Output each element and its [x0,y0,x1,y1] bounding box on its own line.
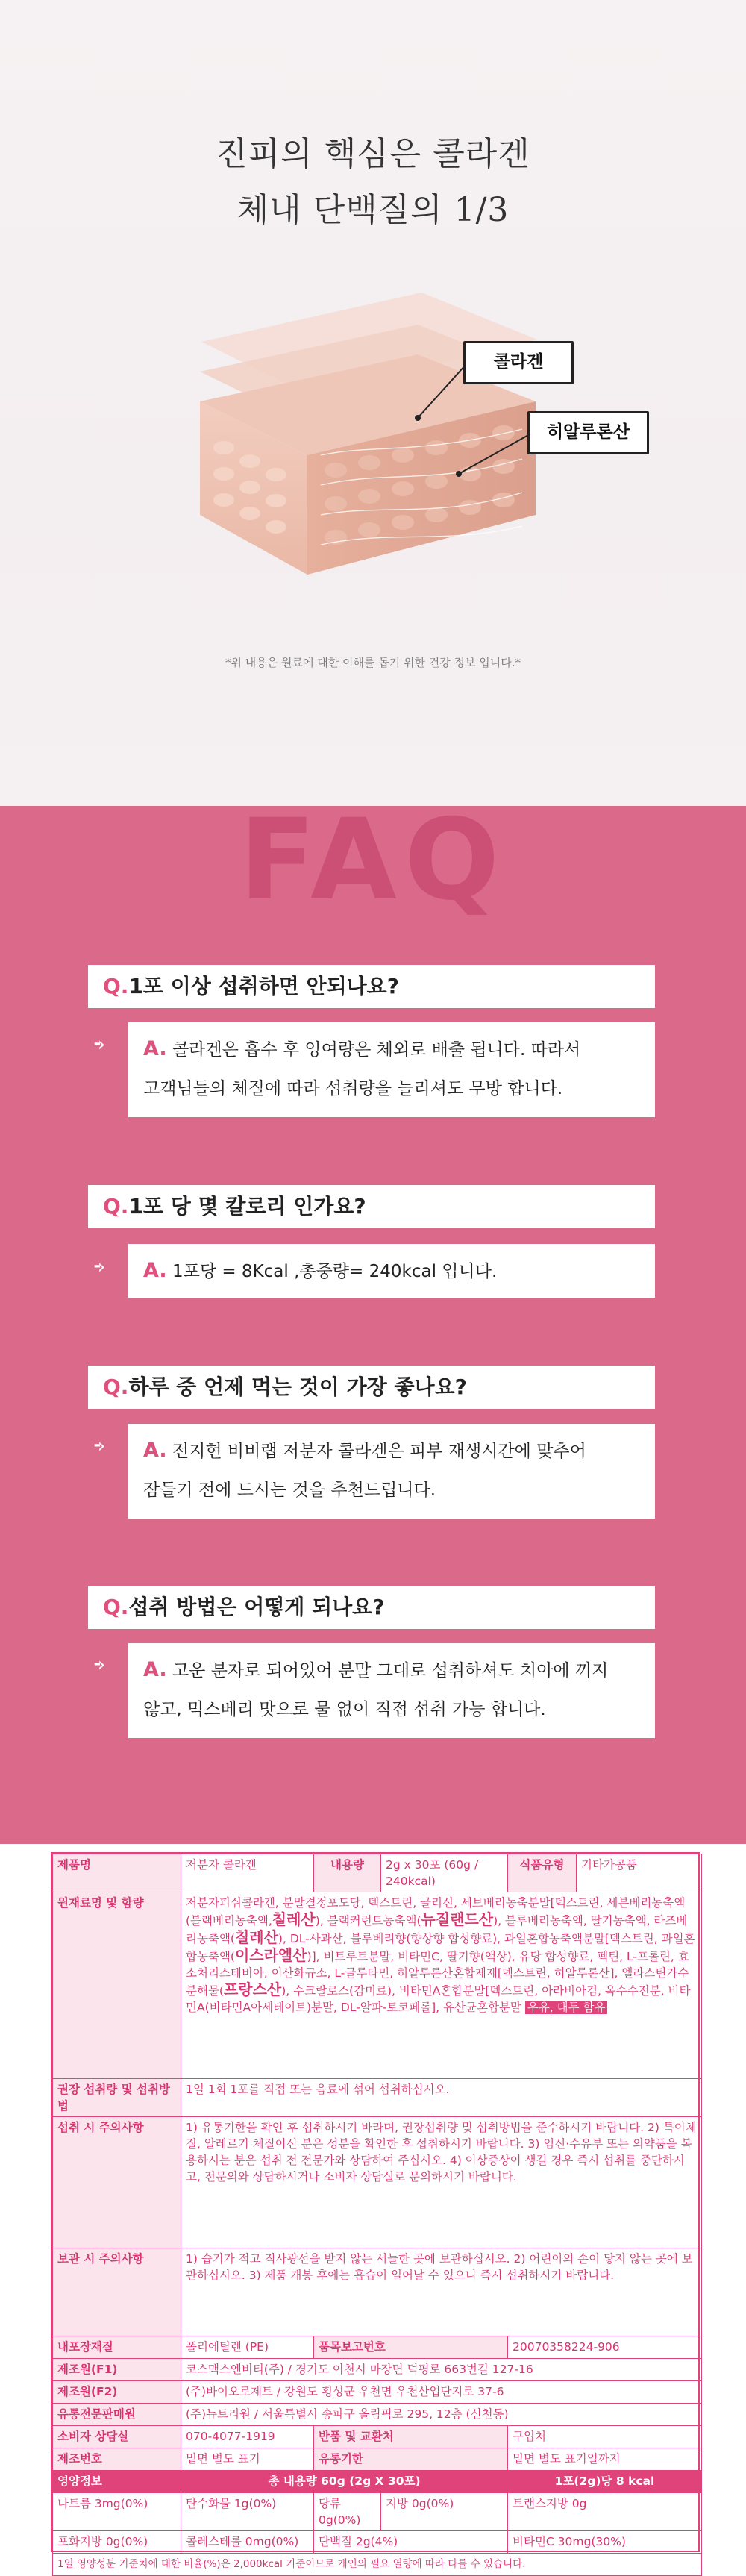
answer-arrow-icon: ···› [93,1654,101,1676]
ingredients-part: ), DL-사과산, 블루베리향(향상향 합성향료), 과일혼합농축액분말[덱스트린, 과일혼합농축액( [186,1932,695,1963]
capacity-header: 내용량 [314,1854,381,1892]
answer-arrow-icon: ···› [93,1435,101,1457]
origin-france: 프랑스산 [223,1981,282,1998]
nutrient-saturated-fat: 포화지방 0g(0%) [53,2531,181,2554]
maker2-header: 제조원(F2) [53,2381,181,2404]
nutrient-trans-fat: 트랜스지방 0g [508,2493,702,2531]
answer-arrow-icon: ···› [93,1256,101,1278]
ingredients-part: ), 수크랄로스(감미료), 비타민A혼합분말[덱스트린, 아라비아검, 옥수수전분, 비타민A(비타민A아세테이트)분말, DL-알파-토코페롤], 유산균혼합분말 [186,1984,691,2014]
faq-heading: FAQ [239,806,507,925]
origin-new-zealand: 뉴질랜드산 [421,1910,494,1928]
faq-question-1[interactable] [88,965,655,1008]
faq-question-2[interactable] [88,1185,655,1228]
maker2: (주)바이오로제트 / 강원도 횡성군 우천면 우천산업단지로 37-6 [181,2381,702,2404]
answer-line-2: 않고, 믹스베리 맛으로 물 없이 직접 섭취 가능 합니다. [143,1700,546,1719]
packaging-header: 내포장재질 [53,2336,181,2359]
answer-line-1: 고운 분자로 되어있어 분말 그대로 섭취하셔도 치아에 끼지 [172,1661,609,1681]
answer-line-1: 콜라겐은 흡수 후 잉여량은 체외로 배출 됩니다. 따라서 [172,1040,581,1060]
ingredients-text [181,1892,702,2079]
origin-israel: 이스라엘산 [234,1946,307,1964]
answer-line-2: 잠들기 전에 드시는 것을 추천드립니다. [143,1481,436,1500]
returns-header: 반품 및 교환처 [314,2426,508,2448]
nutrient-carb: 탄수화물 1g(0%) [181,2493,314,2531]
faq-question-4[interactable] [88,1586,655,1629]
question-marker: Q. [103,1375,129,1399]
nutrient-fat: 지방 0g(0%) [381,2493,508,2531]
food-type: 기타가공품 [577,1854,702,1892]
answer-arrow-icon: ···› [93,1034,101,1056]
question-text: 섭취 방법은 어떻게 되나요? [128,1595,385,1619]
nutrient-sugar: 당류 0g(0%) [314,2493,381,2531]
product-name: 저분자 콜라겐 [181,1854,314,1892]
faq-answer-2 [128,1244,655,1298]
report-number: 20070358224-906 [508,2336,702,2359]
ingredients-part: ), 블루베리농축액, 딸기농축액, 라즈베리농축액( [186,1914,688,1945]
returns: 구입처 [508,2426,702,2448]
answer-marker: A. [143,1439,167,1462]
ingredients-part: 저분자피쉬콜라겐, 분말결정포도당, 덱스트린, 글리신, 세브베리농축분말[덱스트린, 세븐베리농축액(블랙베리농축액, [186,1896,686,1928]
nutrition-per-serving: 1포(2g)당 8 kcal [508,2471,702,2493]
nutrition-total: 총 내용량 60g (2g X 30포) [181,2471,508,2493]
expiry-header: 유통기한 [314,2448,508,2471]
cs-phone: 070-4077-1919 [181,2426,314,2448]
maker1-header: 제조원(F1) [53,2359,181,2381]
nutrient-cholesterol: 콜레스테롤 0mg(0%) [181,2531,314,2554]
answer-marker: A. [143,1259,167,1282]
answer-marker: A. [143,1658,167,1681]
nutrient-protein: 단백질 2g(4%) [314,2531,508,2554]
answer-line-1: 1포당 = 8Kcal ,총중량= 240kcal 입니다. [172,1262,498,1281]
question-text: 1포 당 몇 칼로리 인가요? [128,1194,366,1219]
intake-text: 1일 1회 1포를 직접 또는 음료에 섞어 섭취하십시오. [181,2079,702,2117]
hero-title-line2: 체내 단백질의 1/3 [236,191,510,229]
origin-chile: 칠레산 [272,1910,316,1928]
caution-text: 1) 유통기한을 확인 후 섭취하시기 바라며, 권장섭취량 및 섭취방법을 준수하시기 바랍니다. 2) 특이체질, 알레르기 체질이신 분은 성분을 확인한 후 섭취하시기 바랍니다. 3) 임신·수유부 또는 의약품을 복용하시는 분은 섭취 전 전문가와 상담하여 주십시오. 4) 이상증상이 생길 경우 즉시 섭취를 중단하시고, 전문의와 상담하시거나 소비자 상담실로 문의하시기 바랍니다. [181,2117,702,2248]
product-info-table [51,1852,700,2570]
intake-header: 권장 섭취량 및 섭취방법 [53,2079,181,2117]
answer-line-1: 전지현 비비랩 저분자 콜라겐은 피부 재생시간에 맞추어 [172,1442,586,1461]
report-number-header: 품목보고번호 [314,2336,508,2359]
faq-section [0,806,746,1844]
origin-chile: 칠레산 [234,1928,278,1946]
food-type-header: 식품유형 [508,1854,577,1892]
cs-header: 소비자 상담실 [53,2426,181,2448]
seller: (주)뉴트리원 / 서울특별시 송파구 올림픽로 295, 12층 (신천동) [181,2404,702,2426]
seller-header: 유통전문판매원 [53,2404,181,2426]
nutrition-header: 영양정보 [53,2471,181,2493]
question-marker: Q. [103,974,129,998]
nutrient-vitamin-c: 비타민C 30mg(30%) [508,2531,702,2554]
faq-answer-4 [128,1643,655,1738]
expiry: 밑면 별도 표기일까지 [508,2448,702,2471]
packaging: 폴리에틸렌 (PE) [181,2336,314,2359]
storage-header: 보관 시 주의사항 [53,2248,181,2336]
capacity: 2g x 30포 (60g / 240kcal) [381,1854,508,1892]
faq-answer-1 [128,1022,655,1117]
nutrient-sodium: 나트륨 3mg(0%) [53,2493,181,2531]
allergen-badge: 우유, 대두 함유 [525,2001,608,2014]
storage-text: 1) 습기가 적고 직사광선을 받지 않는 서늘한 곳에 보관하십시오. 2) 어린이의 손이 닿지 않는 곳에 보관하십시오. 3) 제품 개봉 후에는 흡습이 일어날 수 있으니 즉시 섭취하시기 바랍니다. [181,2248,702,2336]
maker1: 코스맥스엔비티(주) / 경기도 이천시 마장면 덕평로 663번길 127-16 [181,2359,702,2381]
question-text: 1포 이상 섭취하면 안되나요? [128,974,399,998]
hyaluronic-acid-label: 히알루론산 [527,411,649,454]
answer-line-2: 고객님들의 체질에 따라 섭취량을 늘리셔도 무방 합니다. [143,1079,563,1098]
lot-header: 제조번호 [53,2448,181,2471]
ingredients-part: )], 비트루트분말, 비타민C, 딸기향(액상), 유당 합성향료, 펙틴, L-프롤린, 효소처리스테비아, 이산화규소, L-글루타민, 히알루론산혼합제제[덱스트린, 히알루론산], 엘라스틴가수분해물( [186,1950,689,1998]
question-text: 하루 중 언제 먹는 것이 가장 좋나요? [128,1375,467,1399]
ingredients-part: ), 블랙커런트농축액( [315,1914,421,1928]
collagen-label: 콜라겐 [463,341,574,384]
hero-title-line1: 진피의 핵심은 콜라겐 [216,135,530,173]
faq-answer-3 [128,1424,655,1519]
answer-marker: A. [143,1037,167,1060]
lot: 밑면 별도 표기 [181,2448,314,2471]
question-marker: Q. [103,1194,129,1219]
question-marker: Q. [103,1595,129,1619]
health-info-disclaimer: *위 내용은 원료에 대한 이해를 돕기 위한 건강 정보 입니다.* [225,656,521,669]
collagen-hero-section [0,0,746,810]
ingredients-header: 원재료명 및 함량 [53,1892,181,2079]
faq-question-3[interactable] [88,1366,655,1409]
product-name-header: 제품명 [53,1854,181,1892]
caution-header: 섭취 시 주의사항 [53,2117,181,2248]
nutrition-footnote: 1일 영양성분 기준치에 대한 비율(%)은 2,000kcal 기준이므로 개인의 필요 열량에 따라 다를 수 있습니다. [53,2554,702,2576]
